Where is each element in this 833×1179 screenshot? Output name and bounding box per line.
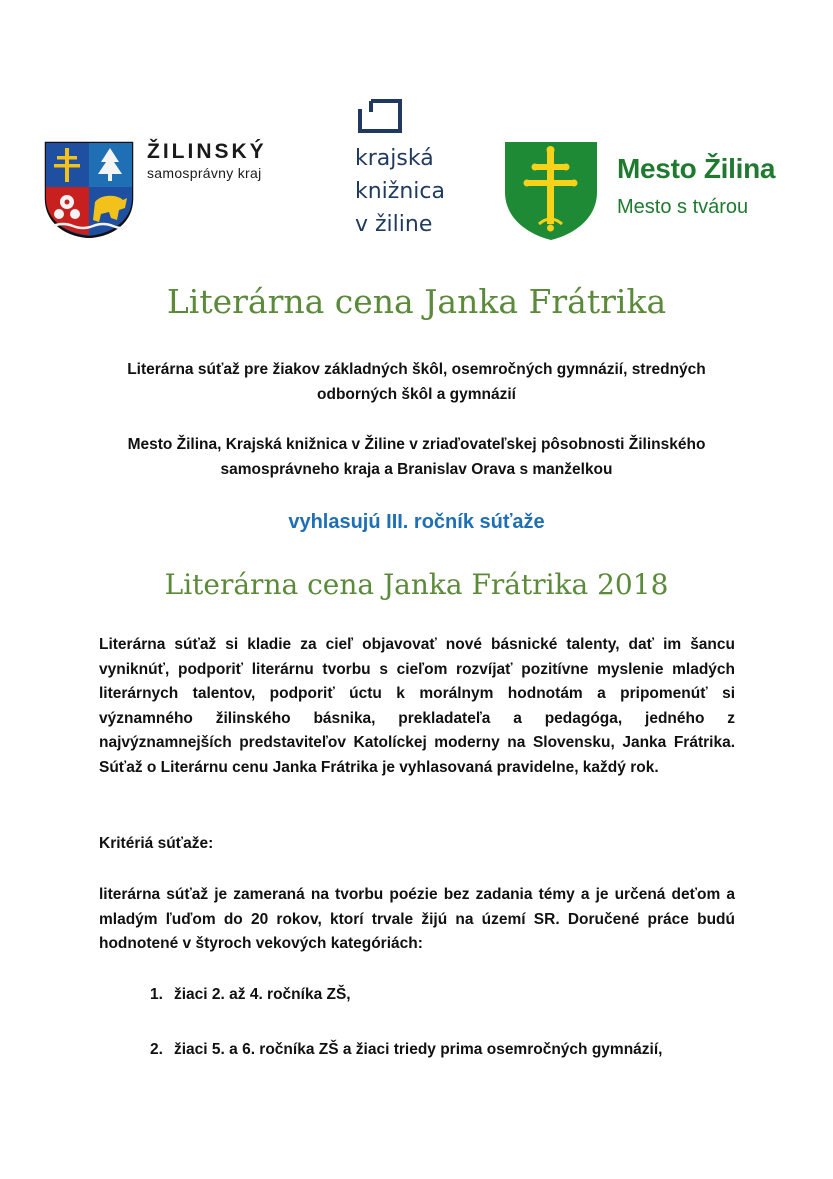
zilinsky-kraj-coat-of-arms-icon <box>43 140 135 238</box>
mesto-zilina-logo <box>503 140 813 242</box>
mesto-zilina-name: Mesto Žilina <box>617 153 776 184</box>
zilinsky-kraj-logo <box>43 140 303 238</box>
kniznica-book-icon <box>357 98 403 134</box>
category-number: 2. <box>150 1041 163 1058</box>
announcement-heading: vyhlasujú III. ročník súťaže <box>288 511 545 533</box>
document-title: Literárna cena Janka Frátrika <box>166 282 667 321</box>
mesto-zilina-slogan: Mesto s tvárou <box>617 196 749 218</box>
category-item <box>150 1041 662 1059</box>
kniznica-line-3: v žiline <box>355 212 433 237</box>
category-text: žiaci 5. a 6. ročníka ZŠ a žiaci triedy prima osemročných gymnázií, <box>174 1041 663 1058</box>
criteria-heading: Kritériá súťaže: <box>99 835 214 852</box>
kniznica-line-2: knižnica <box>355 179 445 204</box>
category-item <box>150 986 351 1004</box>
category-text: žiaci 2. až 4. ročníka ZŠ, <box>174 986 351 1003</box>
zilinsky-kraj-subtitle: samosprávny kraj <box>147 165 262 181</box>
criteria-paragraph: literárna súťaž je zameraná na tvorbu poézie bez zadania témy a je určená deťom a mladým ľuďom do 20 rokov, ktorí trvale žijú na území SR. Doručené práce budú hodnotené v štyroch vekových kategóriách: <box>99 886 735 952</box>
krajska-kniznica-logo <box>355 98 485 248</box>
zilinsky-kraj-name: ŽILINSKÝ <box>147 140 267 163</box>
document-title-year: Literárna cena Janka Frátrika 2018 <box>164 568 669 601</box>
intro-paragraph: Literárna súťaž si kladie za cieľ objavovať nové básnické talenty, dať im šancu vyniknúť, podporiť literárnu tvorbu s cieľom rozvíjať pozitívne myslenie mladých literárnych talentov, podporiť úctu k morálnym hodnotám a pripomenúť si významného žilinského básnika, prekladateľa a pedagóga, jedného z najvýznamnejších predstaviteľov Katolíckej moderny na Slovensku, Janka Frátrika. Súťaž o Literárnu cenu Janka Frátrika je vyhlasovaná pravidelne, každý rok. <box>99 636 735 776</box>
organizers-text: Mesto Žilina, Krajská knižnica v Žiline v zriaďovateľskej pôsobnosti Žilinského samosprávneho kraja a Branislav Orava s manželkou <box>127 436 706 478</box>
competition-subtitle: Literárna súťaž pre žiakov základných škôl, osemročných gymnázií, stredných odborných škôl a gymnázií <box>127 361 706 403</box>
mesto-zilina-shield-icon <box>503 140 599 242</box>
kniznica-line-1: krajská <box>355 146 434 171</box>
category-number: 1. <box>150 986 163 1003</box>
